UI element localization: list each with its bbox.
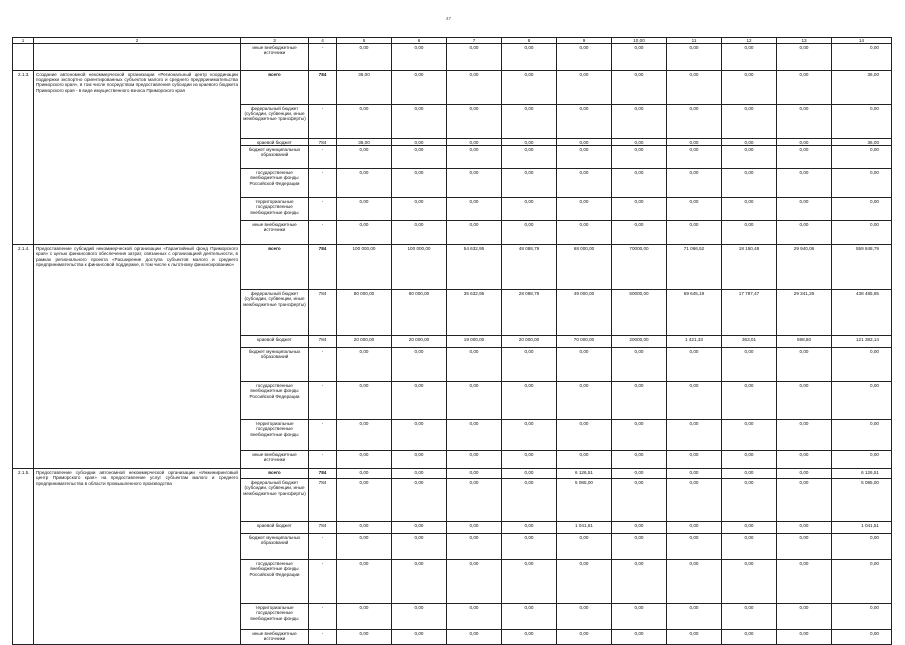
value-cell: 36,00	[337, 71, 392, 105]
value-cell: 0,00	[502, 630, 557, 645]
value-cell: 0,00	[447, 451, 502, 469]
value-cell: 0,00	[392, 105, 447, 139]
section-code	[13, 44, 34, 71]
value-cell: 0,00	[777, 105, 832, 139]
value-cell: 363,01	[722, 336, 777, 348]
header-cell: 6	[392, 38, 447, 44]
value-cell: 0,00	[392, 604, 447, 630]
value-cell: 0,00	[722, 451, 777, 469]
section-description: Предоставление субсидий некоммерческой организации «Гарантийный фонд Приморского края» с целью финансового обеспечения затрат, связанных с организацией деятельности, в рамках регионального проекта «Расширение доступа субъектов малого и среднего предпринимательства к финансовой поддержке, в том числе к льготному финансированию»	[34, 245, 241, 469]
value-cell: 0,00	[612, 469, 667, 479]
section-description	[34, 44, 241, 71]
value-cell: 0,00	[337, 479, 392, 522]
value-cell: 0,00	[832, 451, 892, 469]
value-cell: 0,00	[447, 105, 502, 139]
value-cell: 0,00	[447, 534, 502, 560]
value-cell: 0,00	[557, 198, 612, 221]
value-cell: 0,00	[667, 221, 722, 245]
table-row	[13, 469, 892, 479]
value-cell: 0,00	[337, 469, 392, 479]
value-cell: 0,00	[337, 44, 392, 71]
value-cell: 0,00	[337, 146, 392, 169]
value-cell: 0,00	[777, 604, 832, 630]
value-cell: 0,00	[337, 382, 392, 420]
value-cell: 0,00	[557, 382, 612, 420]
expense-code: -	[309, 560, 337, 604]
value-cell: 0,00	[777, 139, 832, 146]
value-cell: 0,00	[722, 560, 777, 604]
value-cell: 598,80	[777, 336, 832, 348]
value-cell: 0,00	[337, 105, 392, 139]
funding-source: всего	[241, 469, 309, 479]
funding-source: государственные внебюджетные фонды Российской Федерации	[241, 382, 309, 420]
value-cell: 0,00	[612, 146, 667, 169]
value-cell: 36,00	[832, 139, 892, 146]
expense-code: -	[309, 420, 337, 451]
value-cell: 70 000,00	[557, 336, 612, 348]
value-cell: 0,00	[722, 169, 777, 198]
value-cell: 0,00	[667, 560, 722, 604]
funding-source: федеральный бюджет (субсидии, субвенции, иные межбюджетные трансферты)	[241, 290, 309, 336]
value-cell: 0,00	[557, 71, 612, 105]
value-cell: 0,00	[832, 630, 892, 645]
value-cell: 0,00	[557, 630, 612, 645]
value-cell: 0,00	[667, 469, 722, 479]
value-cell: 0,00	[392, 560, 447, 604]
value-cell: 0,00	[777, 146, 832, 169]
value-cell: 0,00	[392, 348, 447, 382]
value-cell: 0,00	[447, 479, 502, 522]
expense-code: -	[309, 534, 337, 560]
value-cell: 121 383,14	[832, 336, 892, 348]
value-cell: 0,00	[557, 534, 612, 560]
value-cell: 0,00	[392, 198, 447, 221]
value-cell: 0,00	[667, 420, 722, 451]
value-cell: 0,00	[337, 560, 392, 604]
value-cell: 0,00	[337, 348, 392, 382]
value-cell: 0,00	[557, 604, 612, 630]
value-cell: 0,00	[557, 420, 612, 451]
value-cell: 0,00	[447, 630, 502, 645]
value-cell: 0,00	[612, 105, 667, 139]
funding-source: всего	[241, 71, 309, 105]
value-cell: 71 066,52	[667, 245, 722, 290]
value-cell: 0,00	[557, 348, 612, 382]
value-cell: 0,00	[832, 348, 892, 382]
value-cell: 17 787,47	[722, 290, 777, 336]
value-cell: 0,00	[722, 348, 777, 382]
value-cell: 0,00	[667, 139, 722, 146]
page-number: 47	[446, 16, 452, 21]
value-cell: 0,00	[612, 534, 667, 560]
value-cell: 0,00	[502, 451, 557, 469]
value-cell: 0,00	[612, 630, 667, 645]
value-cell: 0,00	[447, 382, 502, 420]
value-cell: 0,00	[502, 560, 557, 604]
value-cell: 0,00	[667, 382, 722, 420]
expense-code: 784	[309, 522, 337, 534]
value-cell: 0,00	[392, 479, 447, 522]
value-cell: 5 085,00	[832, 479, 892, 522]
value-cell: 0,00	[337, 630, 392, 645]
table-body	[13, 38, 892, 645]
funding-source: территориальные государственные внебюджетные фонды	[241, 198, 309, 221]
value-cell: 0,00	[777, 198, 832, 221]
value-cell: 0,00	[337, 522, 392, 534]
value-cell: 0,00	[722, 479, 777, 522]
funding-source: бюджет муниципальных образований	[241, 146, 309, 169]
funding-source: государственные внебюджетные фонды Российской Федерации	[241, 169, 309, 198]
value-cell: 0,00	[612, 198, 667, 221]
value-cell: 0,00	[447, 604, 502, 630]
value-cell: 0,00	[612, 139, 667, 146]
expense-code: 784	[309, 336, 337, 348]
funding-source: территориальные государственные внебюджетные фонды	[241, 604, 309, 630]
funding-source: государственные внебюджетные фонды Российской Федерации	[241, 560, 309, 604]
value-cell: 0,00	[337, 534, 392, 560]
value-cell: 0,00	[392, 451, 447, 469]
section-code: 2.1.3.	[13, 71, 34, 245]
expense-code: 784	[309, 469, 337, 479]
section-code: 2.1.5.	[13, 469, 34, 645]
value-cell: 19 000,00	[447, 336, 502, 348]
value-cell: 0,00	[722, 604, 777, 630]
value-cell: 0,00	[832, 560, 892, 604]
value-cell: 80 000,00	[392, 290, 447, 336]
value-cell: 0,00	[447, 44, 502, 71]
table-row	[13, 71, 892, 105]
value-cell: 0,00	[667, 604, 722, 630]
value-cell: 0,00	[777, 469, 832, 479]
funding-source: иные внебюджетные источники	[241, 451, 309, 469]
value-cell: 0,00	[392, 420, 447, 451]
funding-source: иные внебюджетные источники	[241, 221, 309, 245]
expense-code: -	[309, 221, 337, 245]
value-cell: 0,00	[447, 469, 502, 479]
expense-code: -	[309, 198, 337, 221]
value-cell: 1 041,51	[832, 522, 892, 534]
value-cell: 0,00	[667, 146, 722, 169]
value-cell: 0,00	[612, 71, 667, 105]
value-cell: 0,00	[447, 420, 502, 451]
value-cell: 69 645,19	[667, 290, 722, 336]
value-cell: 0,00	[667, 348, 722, 382]
value-cell: 0,00	[832, 604, 892, 630]
expense-code: -	[309, 146, 337, 169]
header-cell: 9	[557, 38, 612, 44]
value-cell: 0,00	[612, 221, 667, 245]
header-cell: 5	[337, 38, 392, 44]
value-cell: 0,00	[832, 146, 892, 169]
value-cell: 20000,00	[612, 336, 667, 348]
value-cell: 48 088,79	[502, 245, 557, 290]
funding-table	[12, 37, 892, 645]
section-description: Создание автономной некоммерческой организации «Региональный центр координации поддержки экспортно ориентированных субъектов малого и среднего предпринимательства Приморского края», в том числе посредством предоставления субсидии из краевого бюджета Приморского края - в виде имущественного взноса Приморского края	[34, 71, 241, 245]
value-cell: 0,00	[777, 534, 832, 560]
value-cell: 0,00	[392, 469, 447, 479]
value-cell: 0,00	[832, 198, 892, 221]
value-cell: 0,00	[557, 139, 612, 146]
header-cell: 1	[13, 38, 34, 44]
value-cell: 0,00	[777, 420, 832, 451]
value-cell: 0,00	[502, 348, 557, 382]
value-cell: 0,00	[612, 522, 667, 534]
funding-source: краевой бюджет	[241, 139, 309, 146]
value-cell: 0,00	[612, 451, 667, 469]
expense-code: -	[309, 604, 337, 630]
value-cell: 0,00	[722, 382, 777, 420]
value-cell: 0,00	[337, 451, 392, 469]
value-cell: 0,00	[447, 221, 502, 245]
value-cell: 438 485,65	[832, 290, 892, 336]
value-cell: 0,00	[667, 479, 722, 522]
value-cell: 0,00	[392, 146, 447, 169]
value-cell: 0,00	[447, 560, 502, 604]
value-cell: 0,00	[337, 604, 392, 630]
value-cell: 35 632,95	[447, 290, 502, 336]
value-cell: 0,00	[502, 469, 557, 479]
expense-code: -	[309, 105, 337, 139]
value-cell: 0,00	[832, 105, 892, 139]
value-cell: 70000,00	[612, 245, 667, 290]
value-cell: 18 150,48	[722, 245, 777, 290]
value-cell: 0,00	[777, 479, 832, 522]
value-cell: 0,00	[502, 71, 557, 105]
value-cell: 0,00	[612, 479, 667, 522]
value-cell: 0,00	[832, 534, 892, 560]
funding-source: иные внебюджетные источники	[241, 630, 309, 645]
funding-source: бюджет муниципальных образований	[241, 534, 309, 560]
header-cell: 12	[722, 38, 777, 44]
value-cell: 0,00	[392, 382, 447, 420]
section-code: 2.1.4.	[13, 245, 34, 469]
header-cell: 10,00	[612, 38, 667, 44]
value-cell: 68 000,00	[557, 245, 612, 290]
value-cell: 20 000,00	[392, 336, 447, 348]
value-cell: 0,00	[502, 44, 557, 71]
expense-code: -	[309, 44, 337, 71]
value-cell: 6 126,51	[832, 469, 892, 479]
header-cell: 14	[832, 38, 892, 44]
expense-code: 784	[309, 290, 337, 336]
value-cell: 54 632,95	[447, 245, 502, 290]
value-cell: 0,00	[667, 169, 722, 198]
value-cell: 0,00	[667, 630, 722, 645]
header-cell: 13	[777, 38, 832, 44]
value-cell: 1 421,33	[667, 336, 722, 348]
value-cell: 0,00	[502, 146, 557, 169]
value-cell: 0,00	[447, 198, 502, 221]
value-cell: 0,00	[502, 479, 557, 522]
value-cell: 0,00	[447, 71, 502, 105]
value-cell: 0,00	[337, 420, 392, 451]
value-cell: 0,00	[337, 169, 392, 198]
value-cell: 0,00	[722, 221, 777, 245]
value-cell: 29 341,26	[777, 290, 832, 336]
funding-source: федеральный бюджет (субсидии, субвенции, иные межбюджетные трансферты)	[241, 479, 309, 522]
value-cell: 5 085,00	[557, 479, 612, 522]
value-cell: 0,00	[557, 451, 612, 469]
value-cell: 0,00	[392, 44, 447, 71]
value-cell: 0,00	[777, 382, 832, 420]
value-cell: 0,00	[447, 522, 502, 534]
value-cell: 0,00	[722, 139, 777, 146]
value-cell: 0,00	[667, 44, 722, 71]
value-cell: 0,00	[777, 630, 832, 645]
value-cell: 0,00	[832, 221, 892, 245]
header-cell: 8	[502, 38, 557, 44]
value-cell: 80 000,00	[337, 290, 392, 336]
value-cell: 0,00	[667, 451, 722, 469]
value-cell: 0,00	[667, 105, 722, 139]
value-cell: 0,00	[612, 169, 667, 198]
value-cell: 0,00	[612, 420, 667, 451]
value-cell: 0,00	[722, 630, 777, 645]
value-cell: 0,00	[722, 105, 777, 139]
value-cell: 0,00	[392, 522, 447, 534]
value-cell: 0,00	[392, 71, 447, 105]
value-cell: 20 000,00	[502, 336, 557, 348]
value-cell: 0,00	[392, 139, 447, 146]
value-cell: 0,00	[502, 534, 557, 560]
value-cell: 0,00	[447, 139, 502, 146]
value-cell: 0,00	[777, 221, 832, 245]
value-cell: 20 000,00	[337, 336, 392, 348]
value-cell: 0,00	[502, 139, 557, 146]
value-cell: 0,00	[777, 71, 832, 105]
expense-code: 784	[309, 479, 337, 522]
value-cell: 0,00	[502, 604, 557, 630]
funding-source: территориальные государственные внебюджетные фонды	[241, 420, 309, 451]
value-cell: 50000,00	[612, 290, 667, 336]
value-cell: 0,00	[777, 522, 832, 534]
value-cell: 36,00	[337, 139, 392, 146]
value-cell: 0,00	[777, 348, 832, 382]
value-cell: 0,00	[777, 44, 832, 71]
value-cell: 0,00	[392, 534, 447, 560]
value-cell: 28 088,79	[502, 290, 557, 336]
header-cell: 7	[447, 38, 502, 44]
value-cell: 0,00	[832, 420, 892, 451]
expense-code: -	[309, 169, 337, 198]
value-cell: 0,00	[502, 169, 557, 198]
value-cell: 0,00	[612, 604, 667, 630]
expense-code: -	[309, 451, 337, 469]
value-cell: 100 000,00	[392, 245, 447, 290]
expense-code: 784	[309, 245, 337, 290]
table-row	[13, 44, 892, 71]
value-cell: 49 000,00	[557, 290, 612, 336]
value-cell: 0,00	[722, 534, 777, 560]
value-cell: 0,00	[667, 522, 722, 534]
expense-code: -	[309, 382, 337, 420]
value-cell: 0,00	[337, 221, 392, 245]
funding-source: бюджет муниципальных образований	[241, 348, 309, 382]
value-cell: 559 848,79	[832, 245, 892, 290]
expense-code: -	[309, 630, 337, 645]
value-cell: 0,00	[502, 105, 557, 139]
expense-code: 784	[309, 139, 337, 146]
value-cell: 0,00	[502, 198, 557, 221]
funding-source: краевой бюджет	[241, 522, 309, 534]
value-cell: 0,00	[557, 44, 612, 71]
value-cell: 0,00	[447, 169, 502, 198]
funding-source: федеральный бюджет (субсидии, субвенции, иные межбюджетные трансферты)	[241, 105, 309, 139]
value-cell: 0,00	[392, 169, 447, 198]
value-cell: 0,00	[612, 560, 667, 604]
value-cell: 0,00	[502, 420, 557, 451]
value-cell: 0,00	[722, 420, 777, 451]
value-cell: 0,00	[557, 560, 612, 604]
value-cell: 0,00	[557, 146, 612, 169]
value-cell: 0,00	[337, 198, 392, 221]
value-cell: 0,00	[832, 169, 892, 198]
table-row	[13, 245, 892, 290]
funding-source: краевой бюджет	[241, 336, 309, 348]
header-cell: 11	[667, 38, 722, 44]
value-cell: 0,00	[722, 71, 777, 105]
expense-code: 784	[309, 71, 337, 105]
value-cell: 0,00	[777, 560, 832, 604]
value-cell: 0,00	[557, 169, 612, 198]
value-cell: 0,00	[557, 105, 612, 139]
value-cell: 0,00	[502, 221, 557, 245]
value-cell: 0,00	[392, 630, 447, 645]
value-cell: 0,00	[777, 451, 832, 469]
expense-code: -	[309, 348, 337, 382]
value-cell: 0,00	[612, 44, 667, 71]
header-cell: 4	[309, 38, 337, 44]
section-description: Предоставление субсидии автономной некоммерческой организации «Инжиниринговый центр Приморского края» на предоставление услуг субъектам малого и среднего предпринимательства в области промышленного производства	[34, 469, 241, 645]
value-cell: 100 000,00	[337, 245, 392, 290]
value-cell: 6 126,51	[557, 469, 612, 479]
value-cell: 0,00	[557, 221, 612, 245]
value-cell: 0,00	[502, 522, 557, 534]
value-cell: 0,00	[392, 221, 447, 245]
value-cell: 0,00	[722, 44, 777, 71]
value-cell: 0,00	[612, 382, 667, 420]
funding-source: всего	[241, 245, 309, 290]
value-cell: 0,00	[667, 198, 722, 221]
value-cell: 0,00	[722, 146, 777, 169]
value-cell: 0,00	[502, 382, 557, 420]
value-cell: 0,00	[832, 44, 892, 71]
header-cell: 3	[241, 38, 309, 44]
value-cell: 0,00	[722, 198, 777, 221]
value-cell: 0,00	[447, 348, 502, 382]
value-cell: 0,00	[777, 169, 832, 198]
value-cell: 1 041,51	[557, 522, 612, 534]
value-cell: 0,00	[447, 146, 502, 169]
value-cell: 0,00	[722, 522, 777, 534]
value-cell: 0,00	[832, 382, 892, 420]
value-cell: 0,00	[667, 71, 722, 105]
funding-source: иные внебюджетные источники	[241, 44, 309, 71]
value-cell: 0,00	[612, 348, 667, 382]
value-cell: 29 940,06	[777, 245, 832, 290]
value-cell: 0,00	[667, 534, 722, 560]
value-cell: 0,00	[722, 469, 777, 479]
value-cell: 36,00	[832, 71, 892, 105]
header-cell: 2	[34, 38, 241, 44]
